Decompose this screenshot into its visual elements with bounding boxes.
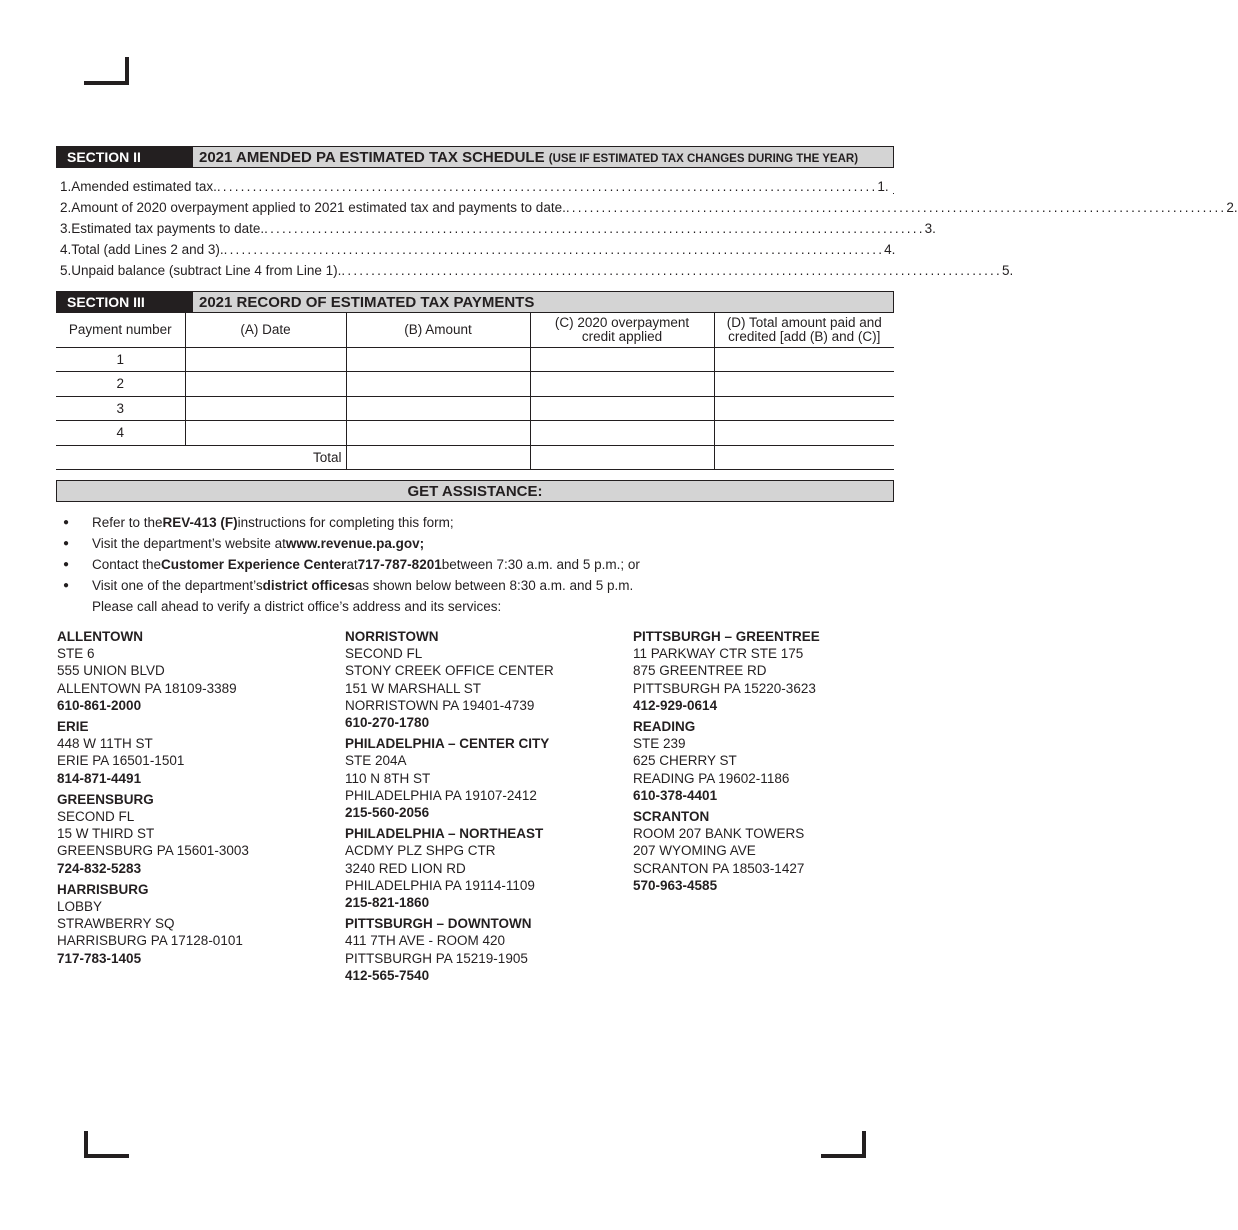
office-address-line: 15 W THIRD ST <box>57 826 155 842</box>
corner-mark-bottom-left-h <box>84 1154 129 1158</box>
get-assistance-header: GET ASSISTANCE: <box>56 480 894 502</box>
office-address-line: HARRISBURG PA 17128-0101 <box>57 933 243 949</box>
office-erie <box>57 718 337 787</box>
credit-cell[interactable] <box>530 421 714 446</box>
office-name: PITTSBURGH – GREENTREE <box>633 629 820 644</box>
corner-mark-bottom-right-v <box>862 1131 866 1158</box>
office-norristown <box>345 628 625 731</box>
total-cell[interactable] <box>714 421 894 446</box>
bullet-icon: ● <box>63 559 70 570</box>
date-cell[interactable] <box>185 372 346 397</box>
office-address-line: 555 UNION BLVD <box>57 663 165 679</box>
credit-cell[interactable] <box>530 347 714 372</box>
total-cell[interactable] <box>714 396 894 421</box>
office-name: ERIE <box>57 719 89 735</box>
office-allentown <box>57 628 337 714</box>
leader-dots: ............................................................................................................... <box>264 221 925 236</box>
bullet-text: between 7:30 a.m. and 5 p.m.; or <box>441 557 640 572</box>
assistance-list <box>60 512 640 617</box>
amount-cell[interactable] <box>346 347 530 372</box>
table-row <box>56 421 894 446</box>
office-phone: 215-821-1860 <box>345 895 430 911</box>
line-1-amount-field[interactable] <box>893 178 894 194</box>
line-5-ref: 5. <box>1001 263 1014 278</box>
list-item <box>60 554 640 575</box>
office-address-line: SECOND FL <box>345 646 423 662</box>
office-scranton <box>633 808 913 894</box>
payment-number: 2 <box>56 372 185 397</box>
offices-column-3 <box>633 628 913 898</box>
col-header-overpayment-credit: (C) 2020 overpayment credit applied <box>530 313 714 347</box>
line-5-num: 5. <box>60 263 72 278</box>
office-address-line: PHILADELPHIA PA 19107-2412 <box>345 787 537 803</box>
line-4-ref: 4. <box>884 242 896 257</box>
amount-cell[interactable] <box>346 421 530 446</box>
date-cell[interactable] <box>185 347 346 372</box>
total-amount-cell[interactable] <box>346 445 530 470</box>
office-address-line: STE 239 <box>633 736 686 752</box>
office-phone: 717-783-1405 <box>57 950 142 966</box>
office-name: READING <box>633 719 696 735</box>
office-name: PHILADELPHIA – NORTHEAST <box>345 826 544 842</box>
corner-mark-top-left-h <box>84 81 129 85</box>
leader-dots: ............................................................................................................... <box>565 200 1227 215</box>
office-pittsburgh-greentree <box>633 628 913 714</box>
corner-mark-bottom-right-h <box>821 1154 866 1158</box>
office-phone: 412-565-7540 <box>345 967 430 983</box>
credit-cell[interactable] <box>530 396 714 421</box>
date-cell[interactable] <box>185 396 346 421</box>
office-phone: 610-270-1780 <box>345 715 430 731</box>
payments-table-header <box>56 313 894 347</box>
office-phone: 724-832-5283 <box>57 860 142 876</box>
line-3 <box>60 215 936 236</box>
bullet-text: instructions for completing this form; <box>237 515 454 530</box>
offices-column-2 <box>345 628 625 988</box>
assistance-note: Please call ahead to verify a district office’s address and its services: <box>92 599 502 614</box>
office-name: HARRISBURG <box>57 881 149 897</box>
table-row <box>56 347 894 372</box>
bullet-text: as shown below between 8:30 a.m. and 5 p.m. <box>354 578 634 593</box>
leader-dots: ............................................................................................................... <box>341 263 1002 278</box>
office-name: SCRANTON <box>633 809 710 825</box>
col-header-total-paid: (D) Total amount paid and credited [add (B) and (C)] <box>714 313 894 347</box>
office-address-line: PHILADELPHIA PA 19114-1109 <box>345 877 535 893</box>
office-name: GREENSBURG <box>57 791 154 807</box>
list-item <box>60 533 640 554</box>
office-address-line: LOBBY <box>57 899 103 915</box>
line-1-num: 1. <box>60 179 72 194</box>
bullet-icon: ● <box>63 517 70 528</box>
line-1-text: Amended estimated tax. <box>71 179 217 194</box>
amount-cell[interactable] <box>346 396 530 421</box>
office-address-line: 207 WYOMING AVE <box>633 843 756 859</box>
office-address-line: STONY CREEK OFFICE CENTER <box>345 663 554 679</box>
office-philadelphia-northeast <box>345 825 625 911</box>
office-address-line: 448 W 11TH ST <box>57 736 153 752</box>
line-3-ref: 3. <box>924 221 936 236</box>
line-3-text: Estimated tax payments to date. <box>71 221 265 236</box>
bullet-text: at <box>346 557 358 572</box>
line-3-num: 3. <box>60 221 72 236</box>
list-item <box>60 575 640 596</box>
line-5 <box>60 257 1014 278</box>
office-address-line: SECOND FL <box>57 809 135 825</box>
credit-cell[interactable] <box>530 372 714 397</box>
center-name: Customer Experience Center <box>161 557 347 572</box>
office-address-line: NORRISTOWN PA 19401-4739 <box>345 697 535 713</box>
col-header-amount: (B) Amount <box>346 313 530 347</box>
district-offices-label: district offices <box>262 578 355 593</box>
section-2-header <box>56 146 894 168</box>
office-address-line: 3240 RED LION RD <box>345 860 466 876</box>
office-address-line: SCRANTON PA 18503-1427 <box>633 860 805 876</box>
office-address-line: STE 204A <box>345 753 407 769</box>
payments-table <box>56 313 894 470</box>
section-2-title <box>193 149 858 166</box>
office-phone: 570-963-4585 <box>633 877 718 893</box>
section-2-title-text: 2021 AMENDED PA ESTIMATED TAX SCHEDULE <box>199 148 545 166</box>
section-3-tag: SECTION III <box>57 292 193 312</box>
office-address-line: READING PA 19602-1186 <box>633 770 790 786</box>
office-name: NORRISTOWN <box>345 629 439 644</box>
line-2-text: Amount of 2020 overpayment applied to 2021 estimated tax and payments to date. <box>71 200 566 215</box>
line-2 <box>60 194 1238 215</box>
total-cell[interactable] <box>714 347 894 372</box>
office-harrisburg <box>57 881 337 967</box>
office-phone: 610-378-4401 <box>633 787 718 803</box>
office-pittsburgh-downtown <box>345 915 625 984</box>
table-row <box>56 372 894 397</box>
corner-mark-bottom-left-v <box>84 1131 88 1158</box>
table-row <box>56 396 894 421</box>
line-1-ref: 1. <box>877 179 889 194</box>
office-phone: 215-560-2056 <box>345 805 430 821</box>
amount-cell[interactable] <box>346 372 530 397</box>
date-cell[interactable] <box>185 421 346 446</box>
office-address-line: 875 GREENTREE RD <box>633 663 767 679</box>
offices-column-1 <box>57 628 337 971</box>
line-2-num: 2. <box>60 200 72 215</box>
section-2-title-note: (USE IF ESTIMATED TAX CHANGES DURING THE YEAR) <box>548 152 859 165</box>
office-name: PITTSBURGH – DOWNTOWN <box>345 916 532 932</box>
section-2-lines <box>60 173 1238 278</box>
bullet-text: Contact the <box>92 557 162 572</box>
office-name: ALLENTOWN <box>57 629 143 644</box>
bullet-icon: ● <box>63 538 70 549</box>
total-credit-cell[interactable] <box>530 445 714 470</box>
website-link[interactable]: www.revenue.pa.gov; <box>285 536 425 551</box>
office-address-line: ALLENTOWN PA 18109-3389 <box>57 680 237 696</box>
list-item <box>60 512 640 533</box>
office-address-line: 11 PARKWAY CTR STE 175 <box>633 646 804 662</box>
office-address-line: ACDMY PLZ SHPG CTR <box>345 843 496 859</box>
total-cell[interactable] <box>714 372 894 397</box>
office-greensburg <box>57 791 337 877</box>
office-address-line: 625 CHERRY ST <box>633 753 737 769</box>
total-row <box>56 445 894 470</box>
line-4-num: 4. <box>60 242 72 257</box>
line-5-text: Unpaid balance (subtract Line 4 from Line 1). <box>71 263 342 278</box>
line-2-ref: 2. <box>1226 200 1238 215</box>
form-reference: REV-413 (F) <box>162 515 238 530</box>
office-address-line: 411 7TH AVE - ROOM 420 <box>345 933 506 949</box>
payment-number: 4 <box>56 421 185 446</box>
office-phone: 610-861-2000 <box>57 697 142 713</box>
office-address-line: GREENSBURG PA 15601-3003 <box>57 843 249 859</box>
total-paid-cell[interactable] <box>714 445 894 470</box>
office-address-line: PITTSBURGH PA 15220-3623 <box>633 680 816 696</box>
payment-number: 3 <box>56 396 185 421</box>
line-1 <box>60 173 894 194</box>
center-phone: 717-787-8201 <box>357 557 442 572</box>
office-address-line: ROOM 207 BANK TOWERS <box>633 826 805 842</box>
office-address-line: 110 N 8TH ST <box>345 770 431 786</box>
bullet-text: Visit the department’s website at <box>92 536 286 551</box>
total-label: Total <box>56 445 346 470</box>
office-address-line: ERIE PA 16501-1501 <box>57 753 185 769</box>
section-2-tag: SECTION II <box>57 147 193 167</box>
office-name: PHILADELPHIA – CENTER CITY <box>345 736 550 752</box>
section-3-header <box>56 291 894 313</box>
bullet-text: Visit one of the department’s <box>92 578 263 593</box>
line-4 <box>60 236 894 257</box>
line-4-text: Total (add Lines 2 and 3). <box>71 242 224 257</box>
office-phone: 814-871-4491 <box>57 770 142 786</box>
leader-dots: ............................................................................................................... <box>216 179 878 194</box>
bullet-text: Refer to the <box>92 515 163 530</box>
corner-mark-top-left-v <box>125 57 129 85</box>
leader-dots: ............................................................................................................... <box>223 242 885 257</box>
office-reading <box>633 718 913 804</box>
bullet-icon: ● <box>63 580 70 591</box>
section-3-title: 2021 RECORD OF ESTIMATED TAX PAYMENTS <box>199 293 535 311</box>
office-phone: 412-929-0614 <box>633 697 718 713</box>
office-address-line: STRAWBERRY SQ <box>57 916 175 932</box>
office-address-line: 151 W MARSHALL ST <box>345 680 482 696</box>
col-header-date: (A) Date <box>185 313 346 347</box>
col-header-payment-number: Payment number <box>56 313 185 347</box>
office-address-line: PITTSBURGH PA 15219-1905 <box>345 950 528 966</box>
office-address-line: STE 6 <box>57 646 95 662</box>
office-philadelphia-center-city <box>345 735 625 821</box>
payment-number: 1 <box>56 347 185 372</box>
